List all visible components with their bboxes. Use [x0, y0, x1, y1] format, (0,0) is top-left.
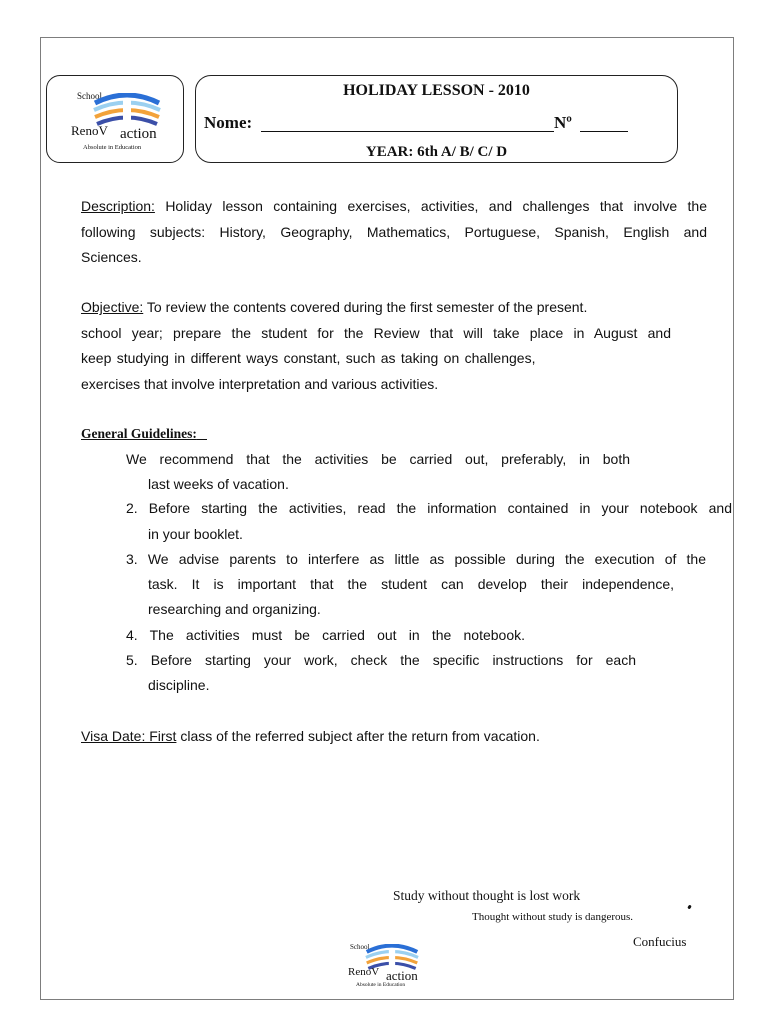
footer-logo — [340, 940, 430, 992]
guideline-3-line-1: 3. We advise parents to interfere as little as possible during the execution of the — [126, 551, 706, 567]
school-logo — [47, 76, 183, 162]
objective-line-4: exercises that involve interpretation and various activities. — [81, 375, 439, 392]
name-label: Nome: — [204, 113, 253, 132]
footer-logo-tagline: Absolute in Education — [356, 982, 406, 988]
quote-author: Confucius — [633, 934, 687, 949]
quote-line-1: Study without thought is lost work — [393, 888, 581, 903]
footer-logo-action-text: action — [386, 968, 418, 983]
guidelines-title: General Guidelines: — [81, 426, 197, 441]
logo-box — [46, 75, 184, 163]
logo-action-text: action — [120, 126, 157, 142]
guideline-1-line-2: last weeks of vacation. — [148, 476, 289, 492]
description-line-3: Sciences. — [81, 249, 142, 265]
objective-paragraph — [81, 295, 671, 397]
footer-logo-school-text: School — [350, 943, 370, 951]
logo-renov-text: RenoV — [71, 123, 108, 138]
description-paragraph — [81, 194, 707, 271]
number-field-line[interactable] — [580, 131, 628, 132]
description-label: Description: — [81, 198, 155, 214]
guideline-5-line-2: discipline. — [148, 677, 210, 693]
visa-date-text: class of the referred subject after the return from vacation. — [180, 728, 540, 744]
lesson-title: HOLIDAY LESSON - 2010 — [343, 82, 530, 99]
name-field-line[interactable] — [261, 131, 554, 132]
guideline-3-line-3: researching and organizing. — [148, 601, 321, 617]
objective-label: Objective: — [81, 299, 144, 315]
objective-line-2: school year; prepare the student for the Review that will take place in August and — [81, 324, 671, 341]
guideline-5-line-1: 5. Before starting your work, check the specific instructions for each — [126, 652, 636, 668]
guideline-1-line-1: We recommend that the activities be carried out, preferably, in both — [126, 451, 630, 467]
description-line-2: following subjects: History, Geography, Mathematics, Portuguese, Spanish, English and — [81, 223, 707, 240]
objective-line-1: Objective: To review the contents covered during the first semester of the present. — [81, 299, 588, 315]
visa-date-line — [81, 728, 540, 744]
guideline-2-line-1: 2. Before starting the activities, read the information contained in your notebook and — [126, 500, 732, 516]
page-border — [40, 37, 734, 1000]
number-label: Nº — [554, 113, 572, 132]
guideline-4-line-1: 4. The activities must be carried out in the notebook. — [126, 627, 525, 643]
footer-logo-renov-text: RenoV — [348, 966, 380, 978]
visa-date-label: Visa Date: First — [81, 728, 177, 744]
quote-line-2: Thought without study is dangerous. — [472, 911, 634, 923]
guideline-3-line-2: task. It is important that the student can develop their independence, — [148, 576, 674, 592]
logo-school-text: School — [77, 91, 103, 101]
year-label: YEAR: 6th A/ B/ C/ D — [365, 144, 508, 160]
header-box — [195, 75, 678, 163]
description-line-1: Description: Holiday lesson containing exercises, activities, and challenges that involve the — [81, 198, 708, 214]
logo-tagline: Absolute in Education — [83, 144, 142, 151]
objective-line-3: keep studying in different ways constant, such as taking on challenges, — [81, 350, 536, 366]
guideline-2-line-2: in your booklet. — [148, 526, 243, 542]
